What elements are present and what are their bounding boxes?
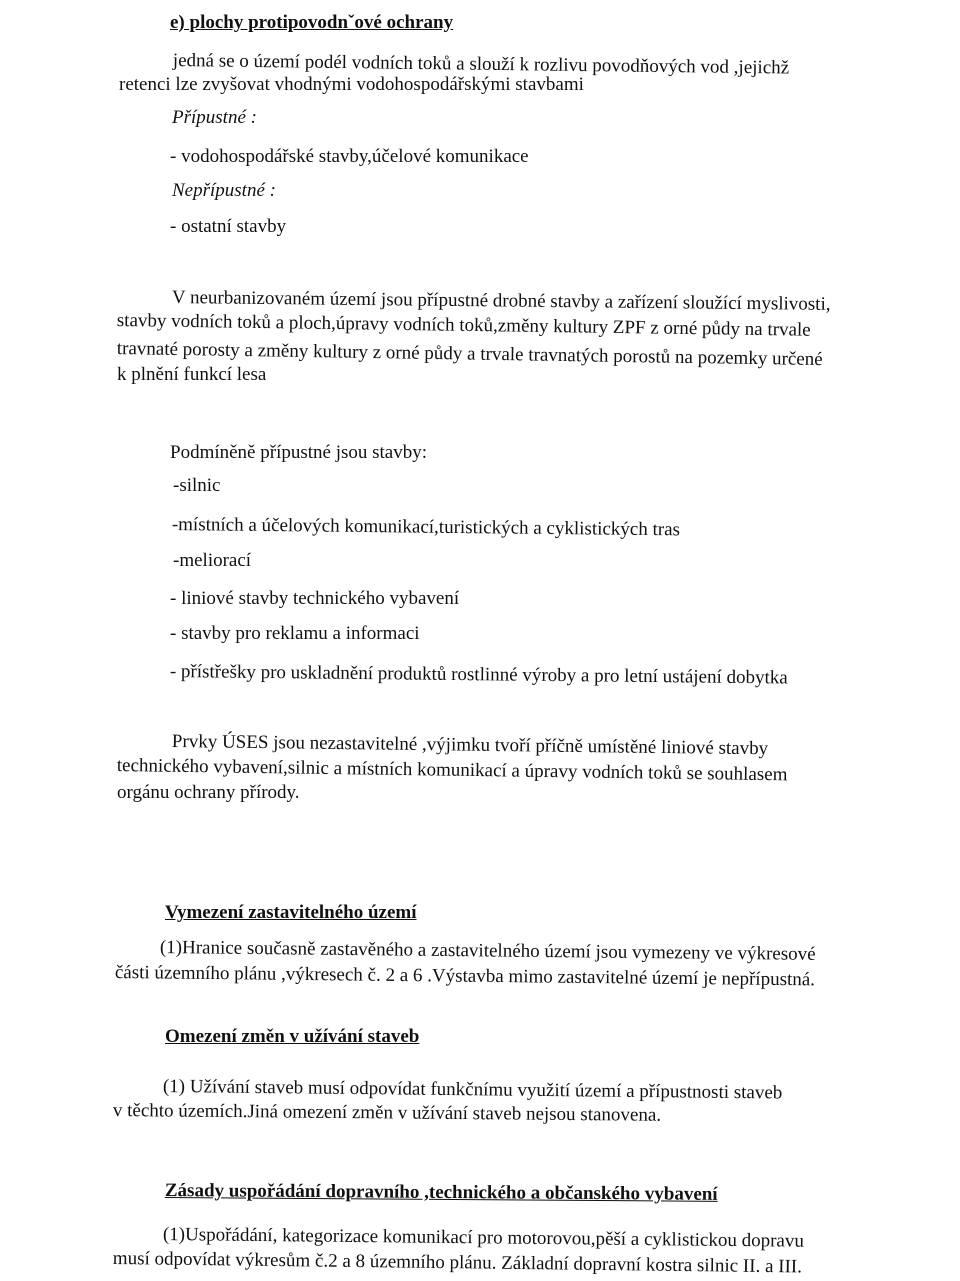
vymezeni-line-2: části územního plánu ,výkresech č. 2 a 6 .Výstavba mimo zastavitelné území je nepřípustná. (114, 962, 816, 991)
uses-line-2: technického vybavení,silnic a místních komunikací a úpravy vodních toků se souhlasem (116, 755, 788, 786)
list-item: -silnic (173, 475, 221, 496)
list-item: -místních a účelových komunikací,turistických a cyklistických tras (171, 514, 681, 541)
section-e-heading: e) plochy protipovodnˇové ochrany (170, 12, 454, 33)
zasady-line-1: (1)Uspořádání, kategorizace komunikací pro motorovou,pěší a cyklistickou dopravu (162, 1224, 805, 1252)
allowed-item: - vodohospodářské stavby,účelové komunikace (170, 146, 529, 167)
vymezeni-line-1: (1)Hranice současně zastavěného a zastavitelného území jsou vymezeny ve výkresové (159, 937, 816, 965)
intro-line-2: retenci lze zvyšovat vhodnými vodohospodářskými stavbami (119, 74, 584, 95)
para1-line-1: V neurbanizovaném území jsou přípustné drobné stavby a zařízení sloužící myslivosti, (171, 287, 831, 315)
allowed-label: Přípustné : (172, 107, 257, 128)
para1-line-2: stavby vodních toků a ploch,úpravy vodních toků,změny kultury ZPF z orné půdy na trvale (116, 310, 811, 341)
conditional-intro: Podmíněně přípustné jsou stavby: (170, 442, 428, 463)
list-item: - liniové stavby technického vybavení (170, 588, 460, 609)
para1-line-3: travnaté porosty a změny kultury z orné půdy a trvale travnatých porostů na pozemky určené (116, 338, 823, 371)
zasady-line-2: musí odpovídat výkresům č.2 a 8 územního plánu. Základní dopravní kostra silnic II. a III. (112, 1248, 803, 1278)
vymezeni-heading: Vymezení zastavitelného území (165, 902, 417, 923)
uses-line-3: orgánu ochrany přírody. (117, 782, 300, 803)
omezeni-heading: Omezení změn v užívání staveb (165, 1026, 420, 1047)
list-item: - přístřešky pro uskladnění produktů rostlinné výroby a pro letní ustájení dobytka (169, 661, 788, 689)
intro-line-1: jedná se o území podél vodních toků a slouží k rozlivu povodňových vod ,jejichž (172, 50, 790, 79)
para1-line-4: k plnění funkcí lesa (117, 364, 267, 385)
disallowed-label: Nepřípustné : (172, 180, 276, 201)
uses-line-1: Prvky ÚSES jsou nezastavitelné ,výjimku tvoří příčně umístěné liniové stavby (171, 731, 769, 760)
zasady-heading: Zásady uspořádání dopravního ,technického a občanského vybavení (164, 1180, 718, 1205)
omezeni-line-2: v těchto územích.Jiná omezení změn v užívání staveb nejsou stanovena. (112, 1100, 662, 1126)
list-item: - stavby pro reklamu a informaci (170, 623, 420, 644)
disallowed-item: - ostatní stavby (170, 216, 287, 237)
list-item: -meliorací (173, 550, 252, 571)
omezeni-line-1: (1) Užívání staveb musí odpovídat funkčnímu využití území a přípustnosti staveb (162, 1076, 783, 1104)
